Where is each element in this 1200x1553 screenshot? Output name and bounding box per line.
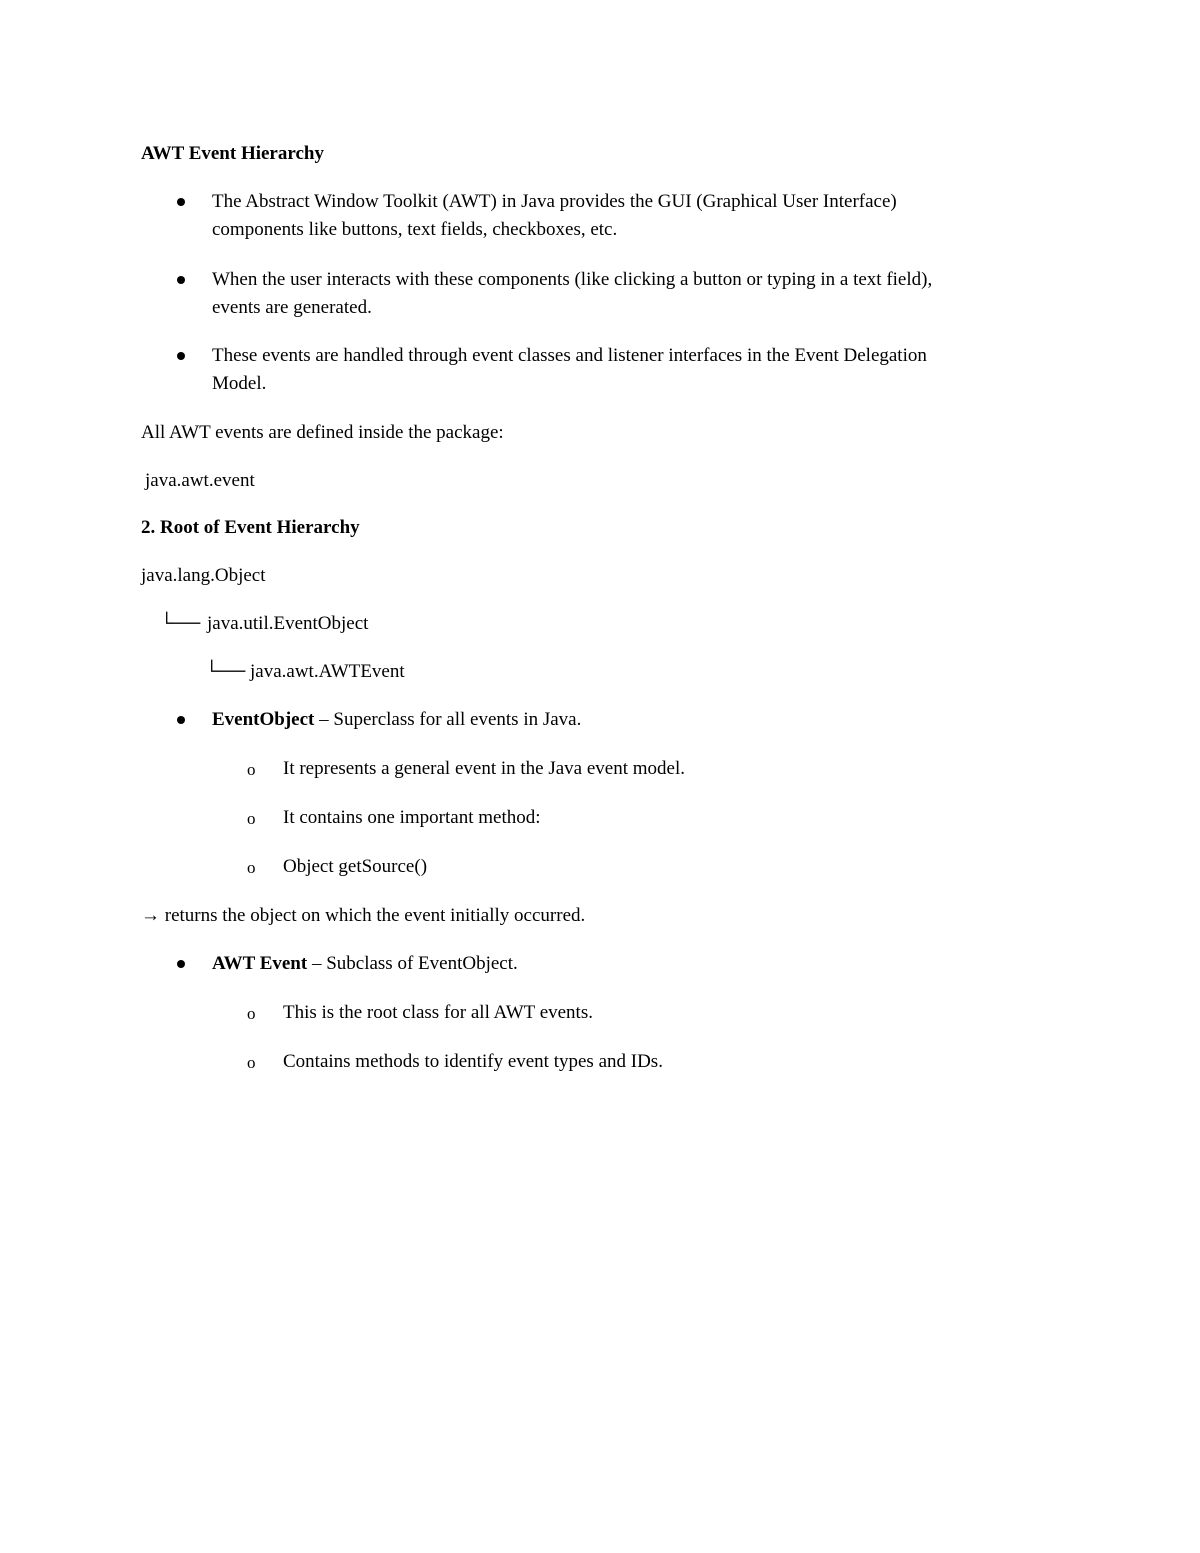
- returns-note: → returns the object on which the event initially occurred.: [141, 905, 586, 926]
- tree-connector-2: └──: [205, 661, 246, 682]
- sub-bullet-marker: o: [247, 760, 256, 779]
- sub-bullet-marker: o: [247, 858, 256, 877]
- eventobject-subitem-2: It contains one important method:: [283, 807, 541, 828]
- tree-node-awtevent: java.awt.AWTEvent: [250, 661, 405, 682]
- bullet-icon: [177, 960, 185, 968]
- intro-bullet-3-line-2: Model.: [212, 373, 267, 394]
- tree-node-eventobject: java.util.EventObject: [207, 613, 369, 634]
- intro-bullet-1-line-2: components like buttons, text fields, checkboxes, etc.: [212, 219, 618, 240]
- intro-bullet-2-line-2: events are generated.: [212, 297, 372, 318]
- tree-connector-1: └──: [160, 613, 201, 634]
- intro-bullet-3-line-1: These events are handled through event classes and listener interfaces in the Event Delegation: [212, 345, 927, 366]
- awtevent-subitem-1: This is the root class for all AWT events.: [283, 1002, 593, 1023]
- bullet-icon: [177, 716, 185, 724]
- awtevent-desc: – Subclass of EventObject.: [307, 953, 518, 974]
- sub-bullet-marker: o: [247, 1053, 256, 1072]
- bullet-icon: [177, 198, 185, 206]
- eventobject-term: EventObject: [212, 709, 315, 730]
- eventobject-subitem-1: It represents a general event in the Java event model.: [283, 758, 685, 779]
- bullet-icon: [177, 276, 185, 284]
- section-heading: 2. Root of Event Hierarchy: [141, 517, 360, 538]
- bullet-icon: [177, 352, 185, 360]
- eventobject-item: [212, 706, 581, 734]
- sub-bullet-marker: o: [247, 1004, 256, 1023]
- intro-bullet-1-line-1: The Abstract Window Toolkit (AWT) in Java provides the GUI (Graphical User Interface): [212, 191, 897, 212]
- package-name: java.awt.event: [145, 470, 255, 491]
- awtevent-subitem-2: Contains methods to identify event types and IDs.: [283, 1051, 663, 1072]
- eventobject-desc: – Superclass for all events in Java.: [314, 709, 582, 730]
- sub-bullet-marker: o: [247, 809, 256, 828]
- awtevent-item: [212, 950, 518, 978]
- package-intro: All AWT events are defined inside the package:: [141, 422, 504, 443]
- eventobject-subitem-3: Object getSource(): [283, 856, 428, 877]
- intro-bullet-2-line-1: When the user interacts with these components (like clicking a button or typing in a text field),: [212, 269, 933, 290]
- tree-root: java.lang.Object: [141, 565, 266, 586]
- awtevent-term: AWT Event: [212, 953, 308, 974]
- page-title: AWT Event Hierarchy: [141, 143, 324, 164]
